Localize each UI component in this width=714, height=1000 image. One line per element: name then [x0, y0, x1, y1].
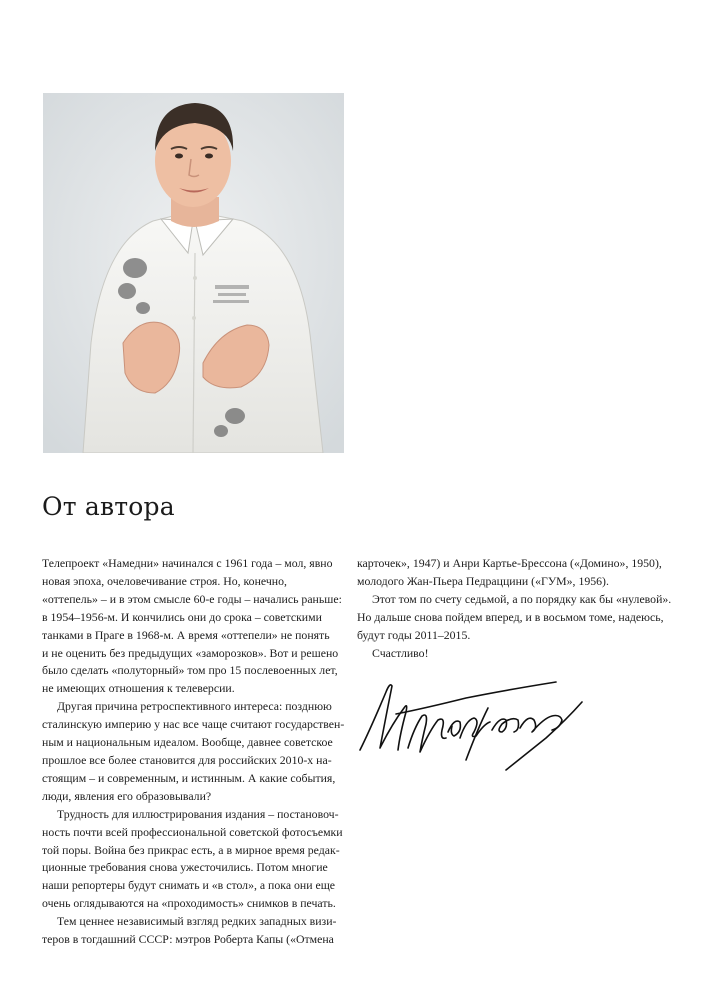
text-line: теров в тогдашний СССР: мэтров Роберта Капы («Отмена [42, 932, 334, 947]
text-line: Тем ценнее независимый взгляд редких западных визи- [57, 914, 337, 929]
text-line: Другая причина ретроспективного интереса: позднюю [57, 699, 332, 714]
author-signature [356, 668, 588, 772]
text-line: очень оглядываются на «проходимость» снимков в печать. [42, 896, 336, 911]
text-line: Счастливо! [372, 645, 429, 660]
text-line: ционные требования снова ужесточились. Потом многие [42, 860, 328, 875]
text-line: будут годы 2011–2015. [357, 627, 471, 642]
text-line: танками в Праге в 1968-м. А время «оттепели» не понять [42, 627, 330, 642]
text-line: люди, явления его образовывали? [42, 788, 212, 803]
text-line: стоящим – и современным, и истинным. А какие события, [42, 770, 336, 785]
author-portrait-image [43, 93, 344, 453]
text-line: ность почти всей профессиональной советской фотосъемки [42, 824, 343, 839]
text-line: «оттепель» – и в этом смысле 60-е годы – начались раньше: [42, 591, 342, 606]
text-line: Но дальше снова пойдем вперед, и в восьмом томе, надеюсь, [357, 609, 664, 624]
text-line: наши репортеры будут снимать и «в стол», а пока они еще [42, 878, 336, 893]
text-line: ным и национальным идеалом. Вообще, давнее советское [42, 735, 333, 750]
text-line: не имеющих отношения к телеверсии. [42, 681, 235, 696]
text-line: сталинскую империю у нас все чаще считают государствен- [42, 717, 345, 732]
text-line: прошлое все более становится для российских 2010-х на- [42, 752, 332, 767]
text-column-left [42, 555, 345, 949]
text-line: молодого Жан-Пьера Педраццини («ГУМ», 1956). [357, 573, 609, 588]
text-line: было сделать «полуторный» том про 15 послевоенных лет, [42, 663, 338, 678]
text-line: Трудность для иллюстрирования издания – постановоч- [57, 806, 339, 821]
text-line: в 1954–1956-м. И кончились они до срока – советскими [42, 609, 322, 624]
text-line: Этот том по счету седьмой, а по порядку как бы «нулевой». [372, 591, 672, 606]
text-line: той поры. Война без прикрас есть, а в мирное время редак- [42, 842, 340, 857]
author-photo [43, 93, 344, 453]
text-line: Телепроект «Намедни» начинался с 1961 года – мол, явно [42, 556, 333, 570]
text-line: новая эпоха, очеловечивание строя. Но, конечно, [42, 573, 287, 588]
page-title: От автора [42, 492, 175, 521]
text-column-right [357, 555, 672, 662]
text-line: карточек», 1947) и Анри Картье-Брессона («Домино», 1950), [357, 556, 662, 570]
text-line: и не оценить без предыдущих «заморозков». Вот и решено [42, 645, 339, 660]
signature-drawing [356, 668, 588, 772]
